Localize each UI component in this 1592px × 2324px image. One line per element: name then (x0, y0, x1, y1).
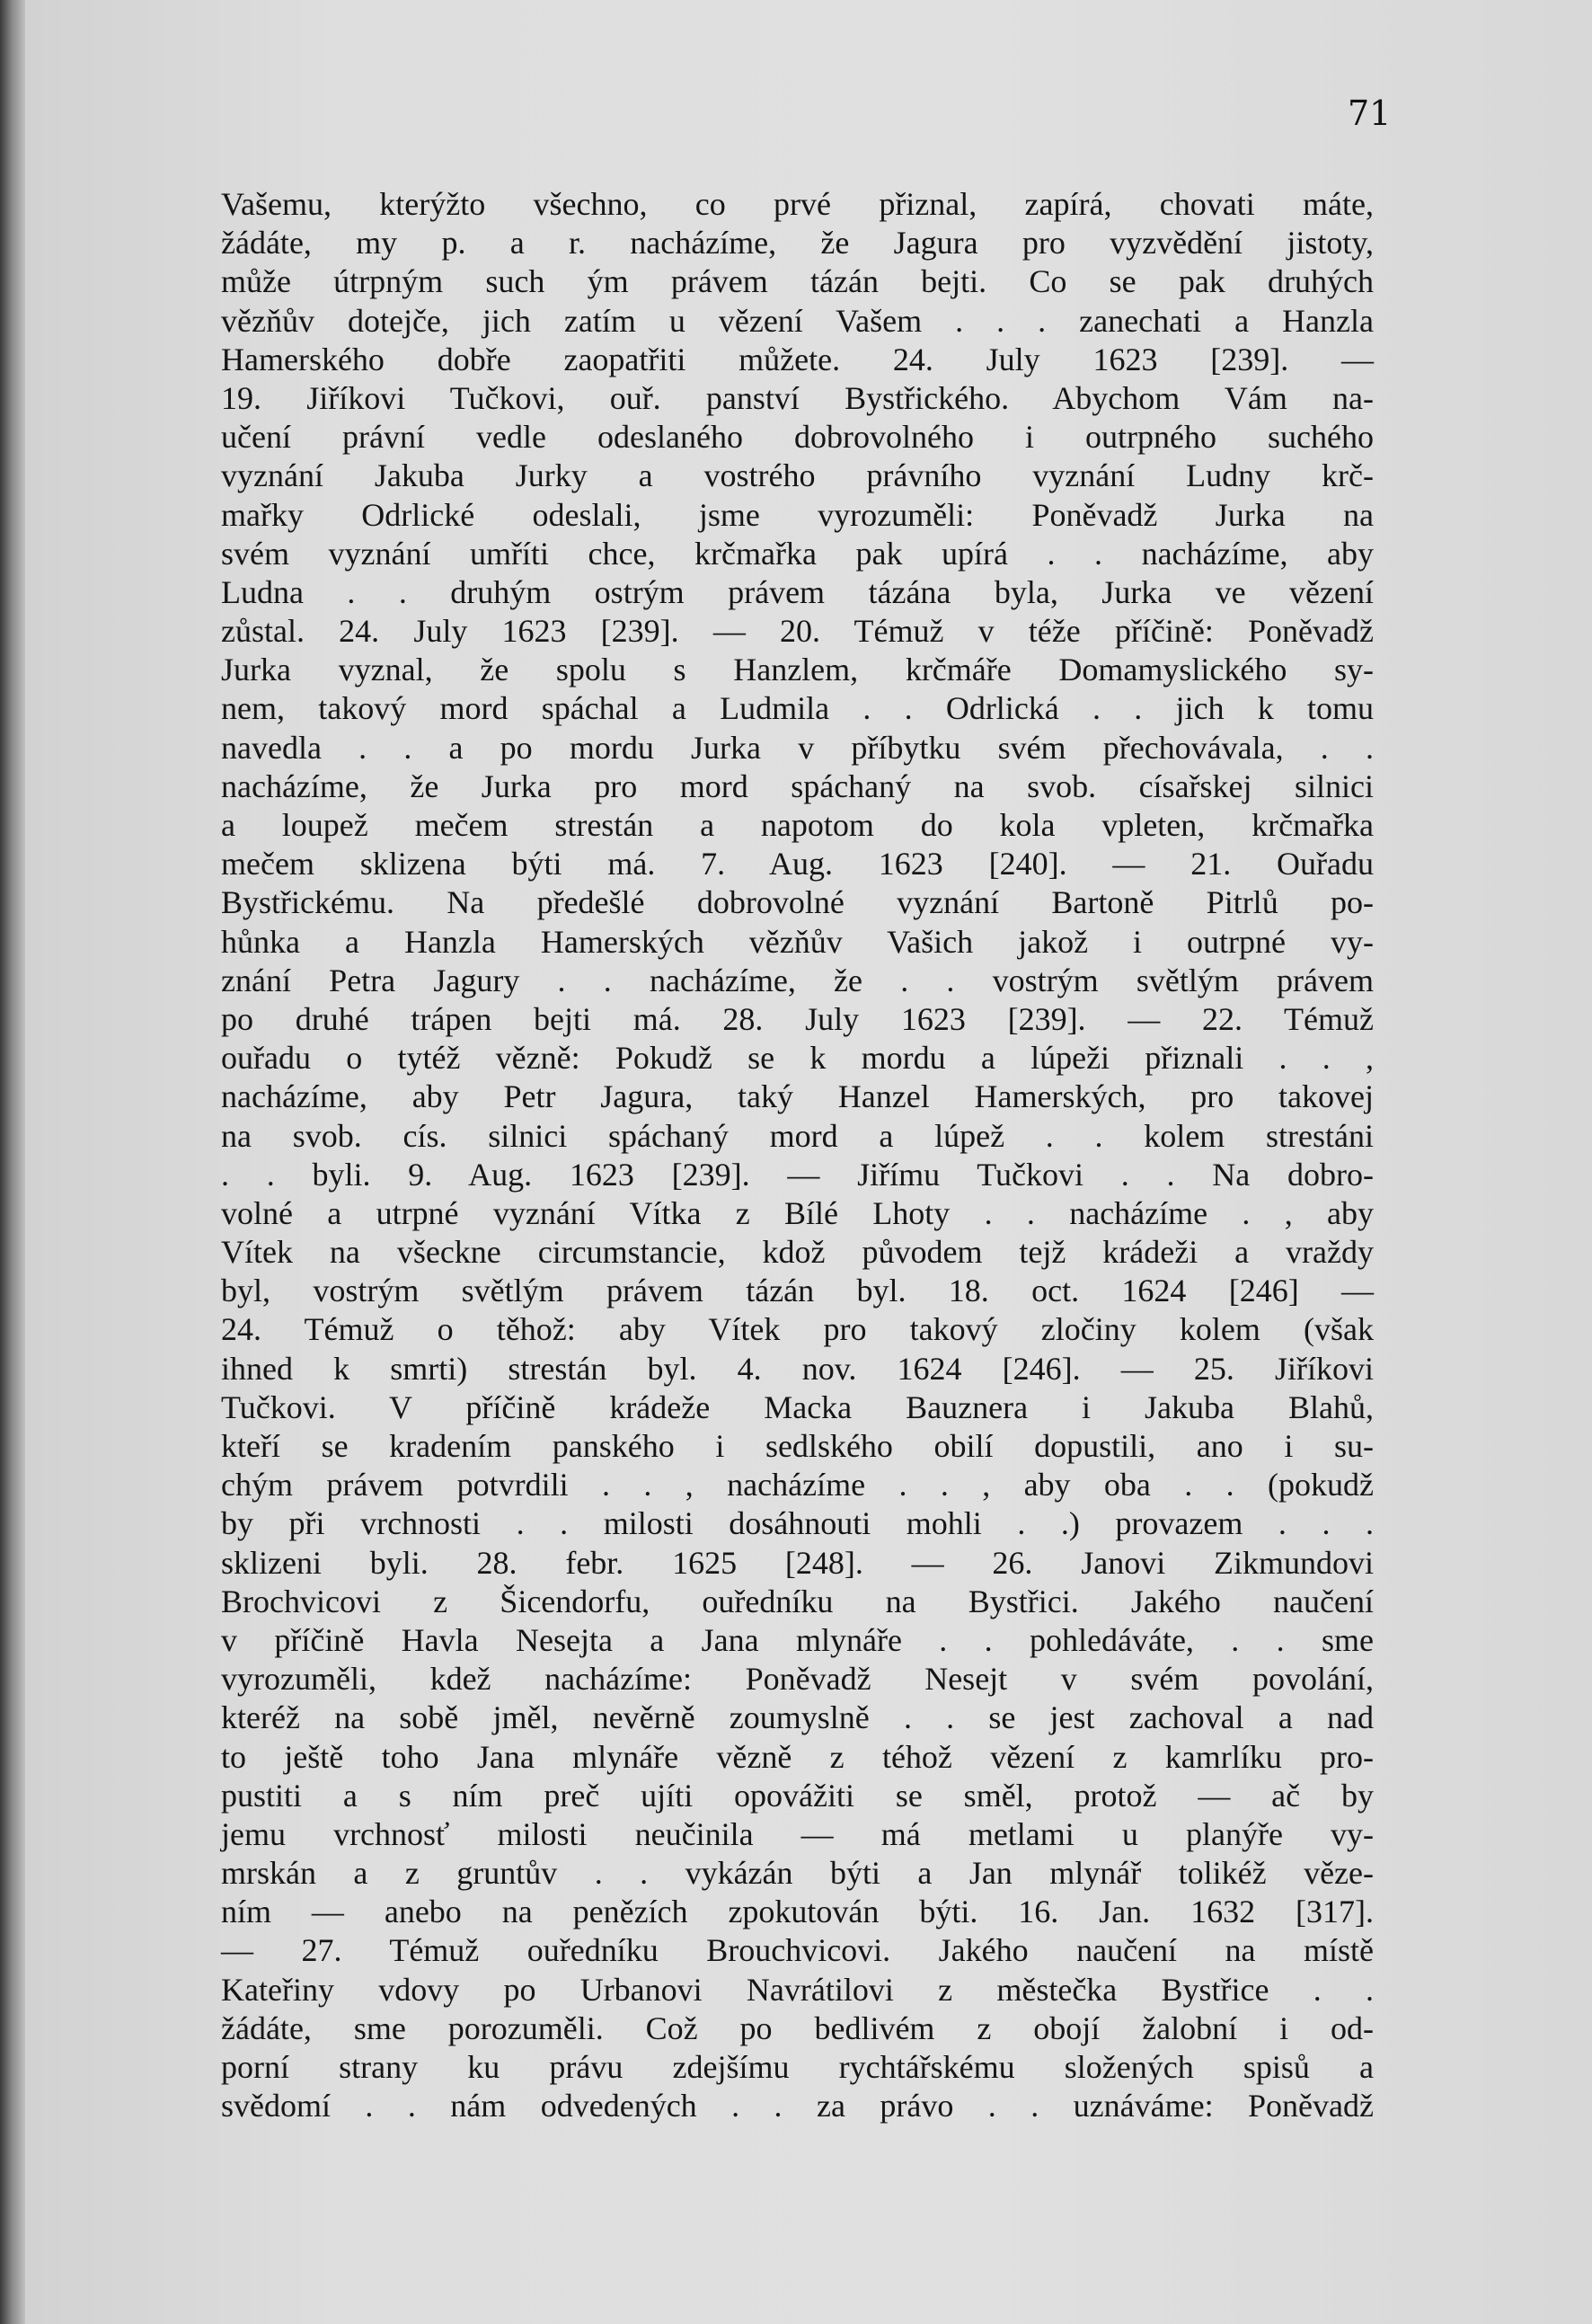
text-line: by při vrchnosti . . milosti dosáhnouti mohli . .) provazem . . . (221, 1505, 1374, 1542)
page-number: 71 (1348, 93, 1392, 133)
text-line: vězňův dotejče, jich zatím u vězení Vašem . . . zanechati a Hanzla (221, 302, 1374, 339)
text-line: jemu vrchnosť milosti neučinila — má metlami u planýře vy- (221, 1815, 1374, 1852)
text-line: vyznání Jakuba Jurky a vostrého právního vyznání Ludny krč- (221, 457, 1374, 494)
text-line: kteří se kradením panského i sedlského obilí dopustili, ano i su- (221, 1428, 1374, 1464)
text-line: Tučkovi. V příčině krádeže Macka Bauznera i Jakuba Blahů, (221, 1388, 1374, 1425)
text-line: 19. Jiříkovi Tučkovi, ouř. panství Bystřického. Abychom Vám na- (221, 379, 1374, 416)
text-line: žádáte, sme porozuměli. Což po bedlivém z obojí žalobní i od- (221, 2009, 1374, 2046)
text-line: Ludna . . druhým ostrým právem tázána byla, Jurka ve vězení (221, 573, 1374, 610)
text-line: po druhé trápen bejti má. 28. July 1623 [239]. — 22. Témuž (221, 1000, 1374, 1037)
body-text (221, 185, 1374, 2125)
text-line: . . byli. 9. Aug. 1623 [239]. — Jiřímu Tučkovi . . Na dobro- (221, 1156, 1374, 1193)
text-line: mařky Odrlické odeslali, jsme vyrozuměli: Poněvadž Jurka na (221, 496, 1374, 533)
text-line: sklizeni byli. 28. febr. 1625 [248]. — 26. Janovi Zikmundovi (221, 1544, 1374, 1581)
text-line: může útrpným such ým právem tázán bejti. Co se pak druhých (221, 263, 1374, 300)
text-line: na svob. cís. silnici spáchaný mord a lúpež . . kolem strestáni (221, 1117, 1374, 1154)
text-line: kteréž na sobě jměl, nevěrně zoumyslně . . se jest zachoval a nad (221, 1699, 1374, 1736)
text-line: — 27. Témuž ouředníku Brouchvicovi. Jakého naučení na místě (221, 1932, 1374, 1969)
text-line: Brochvicovi z Šicendorfu, ouředníku na Bystřici. Jakého naučení (221, 1583, 1374, 1619)
text-line: Hamerského dobře zaopatřiti můžete. 24. July 1623 [239]. — (221, 341, 1374, 377)
text-line: nem, takový mord spáchal a Ludmila . . Odrlická . . jich k tomu (221, 690, 1374, 727)
text-line: volné a utrpné vyznání Vítka z Bílé Lhoty . . nacházíme . , aby (221, 1194, 1374, 1231)
text-line: svědomí . . nám odvedených . . za právo . . uznáváme: Poněvadž (221, 2088, 1374, 2124)
text-line: Kateřiny vdovy po Urbanovi Navrátilovi z městečka Bystřice . . (221, 1971, 1374, 2008)
text-line: ihned k smrti) strestán byl. 4. nov. 1624 [246]. — 25. Jiříkovi (221, 1350, 1374, 1387)
text-line: hůnka a Hanzla Hamerských vězňův Vašich jakož i outrpné vy- (221, 923, 1374, 960)
text-line: mrskán a z gruntův . . vykázán býti a Jan mlynář tolikéž věze- (221, 1855, 1374, 1892)
text-line: zůstal. 24. July 1623 [239]. — 20. Témuž v téže příčině: Poněvadž (221, 613, 1374, 650)
text-line: ouřadu o tytéž vězně: Pokudž se k mordu a lúpeži přiznali . . , (221, 1040, 1374, 1077)
text-line: v příčině Havla Nesejta a Jana mlynáře . . pohledáváte, . . sme (221, 1621, 1374, 1658)
text-line: to ještě toho Jana mlynáře vězně z téhož vězení z kamrlíku pro- (221, 1738, 1374, 1775)
text-line: navedla . . a po mordu Jurka v příbytku svém přechovávala, . . (221, 729, 1374, 766)
text-line: Bystřickému. Na předešlé dobrovolné vyznání Bartoně Pitrlů po- (221, 884, 1374, 921)
text-line: Vašemu, kterýžto všechno, co prvé přiznal, zapírá, chovati máte, (221, 186, 1374, 222)
text-line: ním — anebo na penězích zpokutován býti. 16. Jan. 1632 [317]. (221, 1894, 1374, 1930)
text-line: porní strany ku právu zdejšímu rychtářskému složených spisů a (221, 2049, 1374, 2085)
text-line: byl, vostrým světlým právem tázán byl. 18. oct. 1624 [246] — (221, 1273, 1374, 1309)
text-line: svém vyznání umříti chce, krčmařka pak upírá . . nacházíme, aby (221, 535, 1374, 572)
text-line: vyrozuměli, kdež nacházíme: Poněvadž Nesejt v svém povolání, (221, 1661, 1374, 1698)
book-spine-shadow (0, 0, 27, 2324)
text-line: Jurka vyznal, že spolu s Hanzlem, krčmáře Domamyslického sy- (221, 652, 1374, 688)
text-line: mečem sklizena býti má. 7. Aug. 1623 [240]. — 21. Ouřadu (221, 846, 1374, 883)
text-line: žádáte, my p. a r. nacházíme, že Jagura pro vyzvědění jistoty, (221, 225, 1374, 262)
text-line: Vítek na všeckne circumstancie, kdož původem tejž krádeži a vraždy (221, 1234, 1374, 1271)
text-line: nacházíme, aby Petr Jagura, taký Hanzel Hamerských, pro takovej (221, 1078, 1374, 1115)
text-line: učení právní vedle odeslaného dobrovolného i outrpného suchého (221, 419, 1374, 456)
text-line: nacházíme, že Jurka pro mord spáchaný na svob. císařskej silnici (221, 767, 1374, 804)
text-line: a loupež mečem strestán a napotom do kola vpleten, krčmařka (221, 807, 1374, 843)
text-line: chým právem potvrdili . . , nacházíme . . , aby oba . . (pokudž (221, 1467, 1374, 1504)
text-line: 24. Témuž o těhož: aby Vítek pro takový zločiny kolem (však (221, 1311, 1374, 1348)
text-line: znání Petra Jagury . . nacházíme, že . . vostrým světlým právem (221, 962, 1374, 998)
text-line: pustiti a s ním preč ujíti opovážiti se směl, protož — ač by (221, 1777, 1374, 1814)
